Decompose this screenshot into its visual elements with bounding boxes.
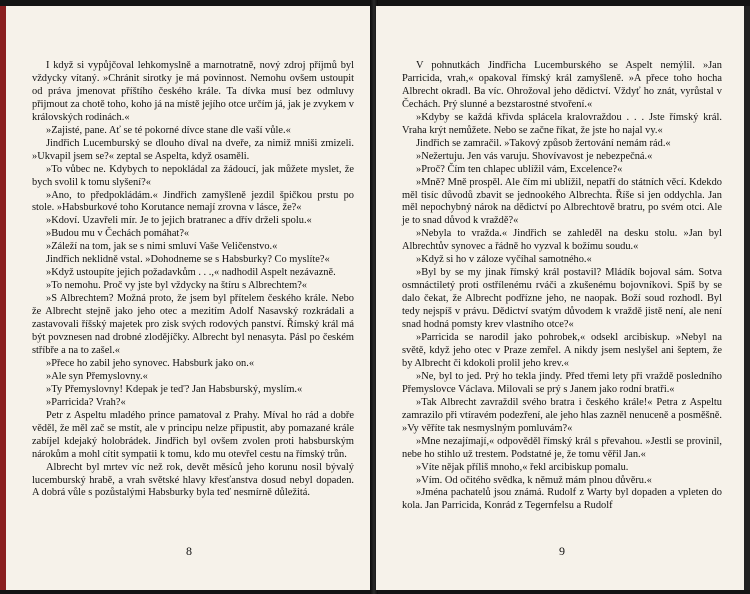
paragraph: »To vůbec ne. Kdybych to nepokládal za žádoucí, jak můžete myslet, že bych svolil k tomu slyšení?« (32, 163, 354, 188)
right-page-text (402, 60, 722, 513)
paragraph: Jindřich se zamračil. »Takový způsob žertování nemám rád.« (416, 137, 671, 149)
paragraph: »Nebyla to vražda.« Jindřich se zahleděl na desku stolu. »Jan byl Albrechtův synovec a řádně ho vyzval k božímu soudu.« (402, 228, 722, 253)
paragraph: »To nemohu. Proč vy jste byl vždycky na štíru s Albrechtem?« (46, 280, 308, 292)
paragraph: I když si vypůjčoval lehkomyslně a marnotratně, nový zdroj příjmů byl vždycky vítaný. »Chránit sirotky je má povinnost. Nemohu ovšem ustoupit od práva jmenovat příštího českého krále. Ta dívka musí bez odmluvy přijmout za chotě toho, koho já na místě jejího otce určím já, jak je zvykem v královských rodinách.« (32, 60, 354, 123)
paragraph: »Ne, byl to jed. Prý ho tekla jindy. Před třemi lety při vraždě posledního Přemyslovce Václava. Milovali se prý s Janem jako rodní bratři.« (402, 370, 722, 395)
paragraph: »Když si ho v záloze vyčíhal samotného.« (416, 254, 592, 266)
paragraph: »Ty Přemyslovny! Kdepak je teď? Jan Habsburský, myslím.« (46, 383, 303, 395)
paragraph: »S Albrechtem? Možná proto, že jsem byl přítelem českého krále. Nebo že Albrecht stejně jako jeho otec a mezitím Adolf Nasavský rozkrádali a zastavovali říšský majetek pro zisk svých rodových panství. Římský král má být povznesen nad drobné zlodějíčky. Albrecht byl nenasyta. Pásl po českém stříbře a na to zašel.« (32, 293, 354, 356)
paragraph: »Tak Albrecht zavraždil svého bratra i českého krále!« Petra z Aspeltu zamrazilo při vtíravém podezření, ale jeho hlas zazněl nenuceně a posměšně. »Vy věříte tak nesmyslným pomluvám?« (402, 396, 722, 434)
paragraph: V pohnutkách Jindřicha Lucemburského se Aspelt nemýlil. »Jan Parricida, vrah,« opakoval římský král zamyšleně. »A přece toho hocha Albrecht okradl. Ba víc. Ohrožoval jeho dědictví. Vždyť ho znát, vyrůstal v Čechách. Prý slunné a bezstarostné stvoření.« (402, 60, 722, 110)
paragraph: Petr z Aspeltu mladého prince pamatoval z Prahy. Míval ho rád a dobře věděl, že měl zač se mstít, ale v principu nelze připustit, aby pomazané krále zabíjel kdejaký holobrádek. Jindřich byl ovšem zvolen proti habsburským nárokům a mohl cítit sympatii k tomu, kdo mu otevřel cestu na římský trůn. (32, 409, 354, 460)
paragraph: »Kdyby se každá křivda splácela kralovraždou . . . Jste římský král. Vraha krýt nemůžete. Nebo se začne říkat, že jste ho najal vy.« (402, 111, 722, 136)
paragraph: »Mně? Mně prospěl. Ale čím mi ublížil, nepatří do státních věcí. Kdekdo měl tisíc důvodů zbavit se jednookého Albrechta. Říše si jen oddychla. Jan měl nepochybný nárok na dědictví po Albrechtově bratru, po svém otci. Ale je to snad důvod k vraždě?« (402, 176, 722, 227)
paragraph: Jindřich Lucemburský se dlouho díval na dveře, za nimiž mniši zmizeli. »Ukvapil jsem se?« zeptal se Aspelta, když osaměli. (32, 137, 354, 162)
paragraph: »Vím. Od očitého svědka, k němuž mám plnou důvěru.« (416, 474, 652, 486)
paragraph: »Zajisté, pane. Ať se té pokorné dívce stane dle vaší vůle.« (46, 124, 291, 136)
left-page-text (32, 60, 354, 500)
paragraph: »Parricida? Vrah?« (46, 396, 126, 408)
paragraph: »Ano, to předpokládám.« Jindřich zamyšleně jezdil špičkou prstu po stole. »Habsburkové toho Korutance nemají zrovna v lásce, že?« (32, 189, 354, 214)
paragraph: »Budou mu v Čechách pomáhat?« (46, 228, 190, 240)
left-page-number: 8 (186, 544, 192, 558)
right-page (376, 6, 744, 590)
book-cover-edge-right (744, 6, 750, 590)
paragraph: Albrecht byl mrtev víc než rok, devět měsíců jeho korunu nosil bývalý lucemburský hrabě, a vrah světské hlavy křesťanstva dosud nebyl dopaden. A dobrá vůle s pozůstalými Habsburky byla teď nesmírně důležitá. (32, 461, 354, 499)
paragraph: »Víte nějak příliš mnoho,« řekl arcibiskup pomalu. (416, 461, 629, 473)
paragraph: »Parricida se narodil jako pohrobek,« odsekl arcibiskup. »Nebyl na světě, když jeho otec v Praze zemřel. A nikdy jsem neslyšel ani šeptem, že by Albrecht či kdokoli prolil jeho krev.« (402, 332, 722, 369)
paragraph: »Přece ho zabil jeho synovec. Habsburk jako on.« (46, 357, 255, 369)
left-page (6, 6, 372, 590)
right-page-number: 9 (559, 544, 565, 558)
paragraph: »Kdoví. Uzavřeli mír. Je to jejich bratranec a dřív drželi spolu.« (46, 215, 312, 227)
paragraph: »Proč? Čím ten chlapec ublížil vám, Excelence?« (416, 163, 623, 175)
paragraph: »Byl by se my jinak římský král postavil? Mládík bojoval sám. Sotva osmnáctiletý proti ostřílenému rváči a zkušenému bojovníkovi. Spíš by se dalo čekat, že Albrecht podřízne jeho, ne naopak. Boží soud rozhodl. Byl tedy nejspíš v právu. Dědictví svatým důvodem k vraždě jistě není, ale není snad hodná pomsty krev vlastního otce?« (402, 267, 722, 331)
paragraph: »Nežertuju. Jen vás varuju. Shovívavost je nebezpečná.« (416, 150, 653, 162)
paragraph: »Jména pachatelů jsou známá. Rudolf z Warty byl dopaden a vpleten do kola. Jan Parricida, Konrád z Tegernfelsu a Rudolf (402, 487, 722, 512)
paragraph: »Ale syn Přemyslovny.« (46, 370, 148, 382)
paragraph: »Mne nezajímají,« odpověděl římský král s převahou. »Jestli se provinil, nebe ho stihlo už trestem. Podstatné je, že tomu věřil Jan.« (402, 435, 722, 460)
paragraph: Jindřich neklidně vstal. »Dohodneme se s Habsburky? Co myslíte?« (46, 254, 330, 266)
paragraph: »Záleží na tom, jak se s nimi smluví Vaše Veličenstvo.« (46, 241, 278, 253)
paragraph: »Když ustoupíte jejich požadavkům . . .,« nadhodil Aspelt nezávazně. (46, 267, 336, 279)
